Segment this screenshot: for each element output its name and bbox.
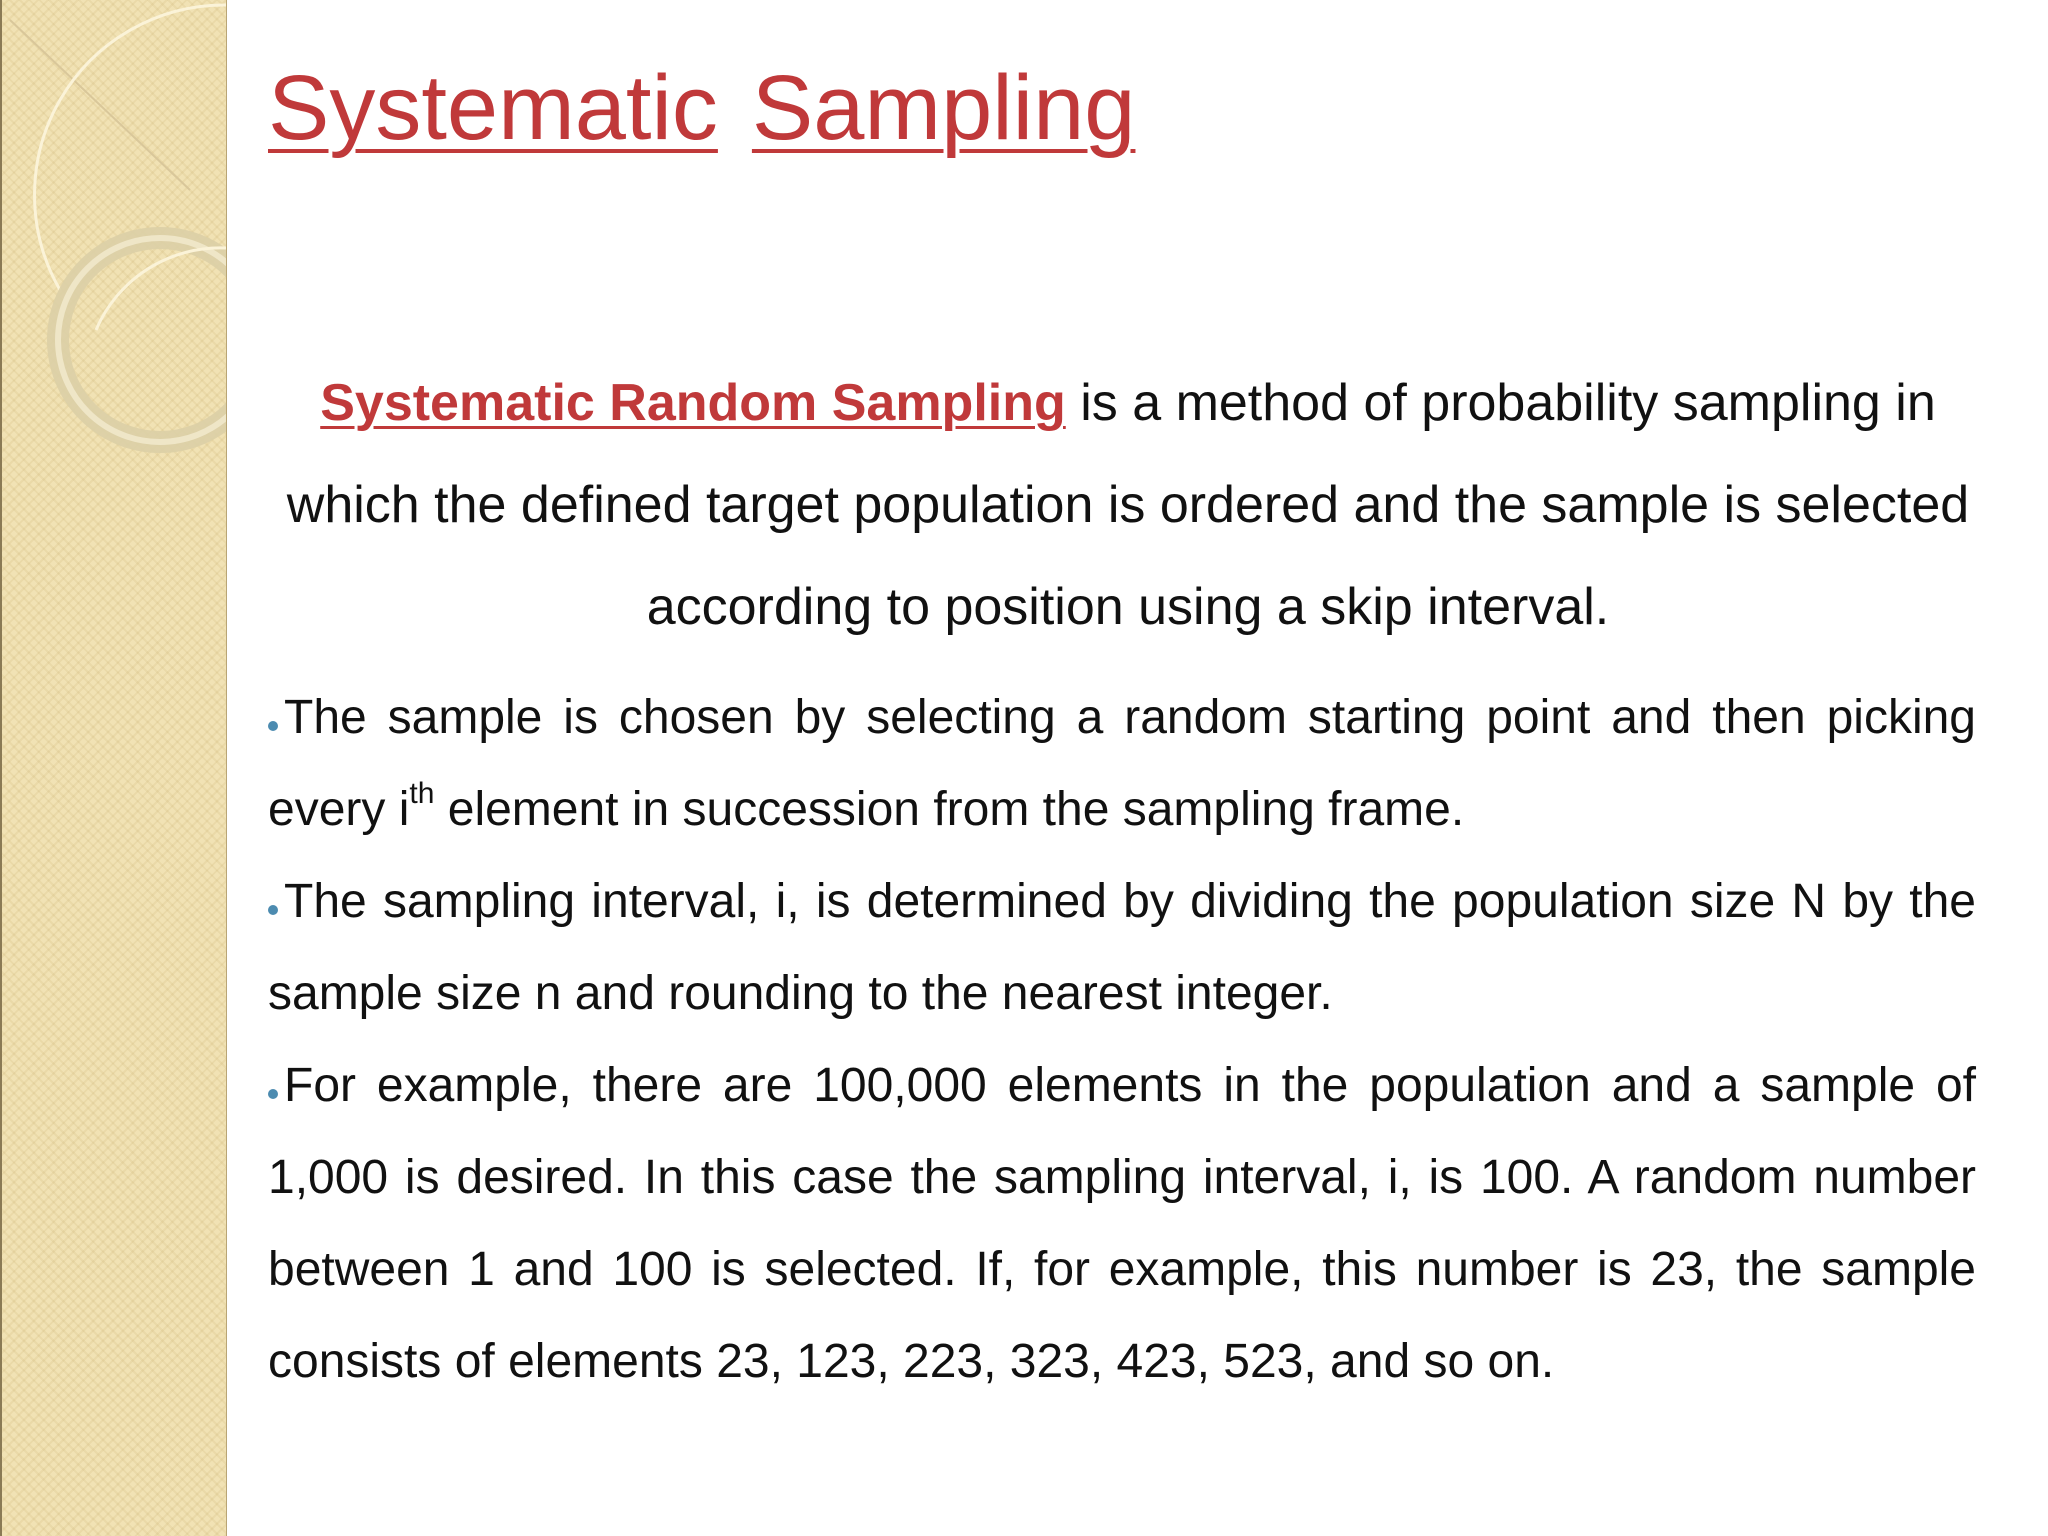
decorative-rings: [0, 0, 226, 1536]
bullet-text-after: element in succession from the sampling frame.: [434, 783, 1465, 836]
bullet-list: [268, 672, 1976, 1408]
title-word-systematic: Systematic: [268, 57, 718, 159]
decorative-sidebar: [0, 0, 227, 1536]
bullet-text: For example, there are 100,000 elements in the population and a sample of 1,000 is desired. In this case the sampling interval, i, is 100. A random number between 1 and 100 is selected. If, for example, this number is 23, the sample consists of elements 23, 123, 223, 323, 423, 523, and so on.: [268, 1059, 1976, 1388]
page-title: [268, 56, 1135, 161]
bullet-text: The sampling interval, i, is determined by dividing the population size N by the sample size n and rounding to the nearest integer.: [268, 875, 1976, 1020]
bullet-dot-icon: [268, 905, 278, 915]
bullet-item-sampling-interval: [268, 856, 1976, 1040]
definition-paragraph: [268, 352, 1988, 658]
bullet-dot-icon: [268, 721, 278, 731]
bullet-item-starting-point: [268, 672, 1976, 856]
definition-term: Systematic Random Sampling: [320, 374, 1066, 432]
definition-text: is a method of probability sampling in which the defined target population is ordered and the sample is selected according to position using a skip interval.: [286, 374, 1970, 636]
bullet-dot-icon: [268, 1089, 278, 1099]
bullet-text-before: The sample is chosen by selecting a random starting point and then picking every i: [268, 691, 1976, 836]
bullet-item-example: [268, 1040, 1976, 1408]
title-word-sampling: Sampling: [751, 57, 1136, 159]
superscript-th: th: [409, 777, 435, 810]
